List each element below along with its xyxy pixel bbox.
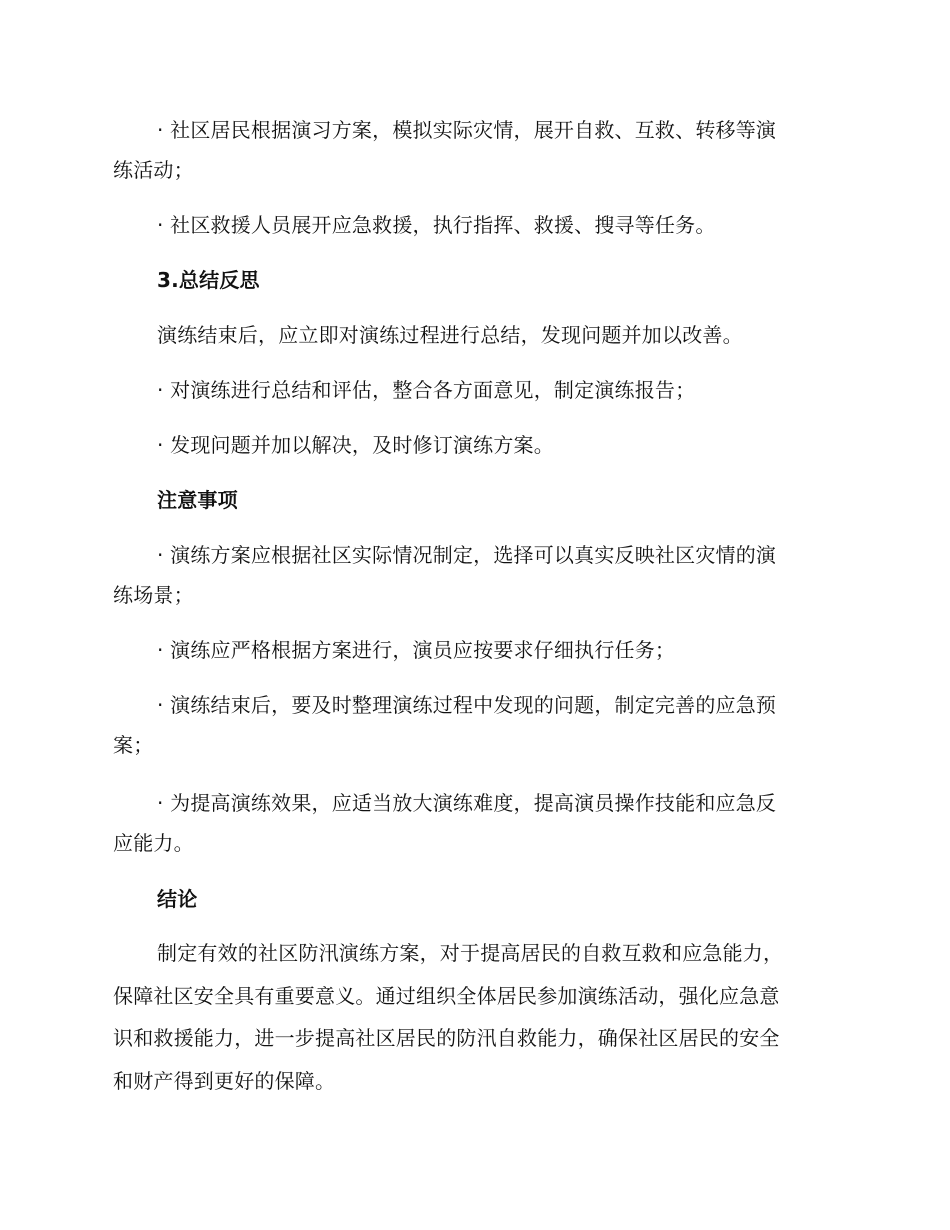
conclusion-paragraph-line4: 和财产得到更好的保障。 (113, 1069, 336, 1093)
bullet-difficulty-line2: 应能力。 (113, 831, 194, 855)
section-heading-conclusion: 结论 (157, 887, 198, 911)
bullet-post-drill-line1: · 演练结束后，要及时整理演练过程中发现的问题，制定完善的应急预 (157, 693, 777, 717)
conclusion-paragraph-line1: 制定有效的社区防汛演练方案，对于提高居民的自救互救和应急能力， (157, 941, 784, 965)
conclusion-paragraph-line2: 保障社区安全具有重要意义。通过组织全体居民参加演练活动，强化应急意 (113, 984, 780, 1008)
bullet-plan-design-line2: 练场景； (113, 583, 194, 607)
bullet-plan-design-line1: · 演练方案应根据社区实际情况制定，选择可以真实反映社区灾情的演 (157, 543, 777, 567)
section-heading-notes: 注意事项 (157, 488, 238, 512)
bullet-post-drill-line2: 案； (113, 733, 154, 757)
bullet-rescue-personnel: · 社区救援人员展开应急救援，执行指挥、救援、搜寻等任务。 (157, 213, 716, 237)
bullet-residents-drill-line2: 练活动； (113, 158, 194, 182)
summary-intro-paragraph: 演练结束后，应立即对演练过程进行总结，发现问题并加以改善。 (157, 323, 743, 347)
bullet-summary-evaluation: · 对演练进行总结和评估，整合各方面意见，制定演练报告； (157, 378, 696, 402)
conclusion-paragraph-line3: 识和救援能力，进一步提高社区居民的防汛自救能力，确保社区居民的安全 (113, 1026, 780, 1050)
bullet-fix-issues: · 发现问题并加以解决，及时修订演练方案。 (157, 433, 554, 457)
bullet-difficulty-line1: · 为提高演练效果，应适当放大演练难度，提高演员操作技能和应急反 (157, 791, 777, 815)
bullet-residents-drill-line1: · 社区居民根据演习方案，模拟实际灾情，展开自救、互救、转移等演 (157, 118, 777, 142)
section-heading-summary: 3.总结反思 (157, 268, 260, 292)
bullet-strict-execution: · 演练应严格根据方案进行，演员应按要求仔细执行任务； (157, 638, 676, 662)
